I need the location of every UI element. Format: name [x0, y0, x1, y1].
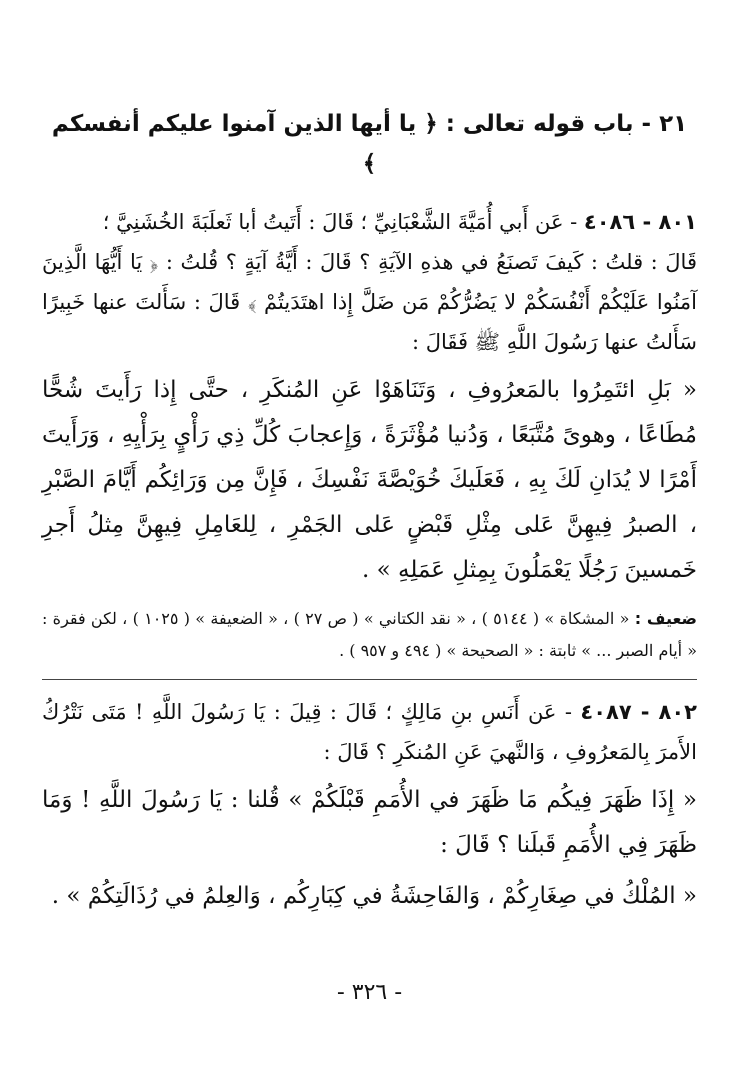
hadith-801-grading	[42, 603, 697, 667]
hadith-802-intro	[42, 692, 697, 772]
grade-text: « المشكاة » ( ٥١٤٤ ) ، « نقد الكتاني » ( ص ٢٧ ) ، « الضعيفة » ( ١٠٢٥ ) ، لكن فقرة : « أيام الصبر ... » ثابتة : « الصحيحة » ( ٤٩٤ و ٩٥٧ ) .	[42, 609, 697, 660]
hadith-802-number: ٨٠٢ - ٤٠٨٧	[580, 700, 697, 724]
page-number: - ٣٢٦ -	[336, 980, 403, 1005]
hadith-802-intro-text: - عَن أَنَسِ بنِ مَالِكٍ ؛ قَالَ : قِيلَ : يَا رَسُولَ اللَّهِ ! مَتَى نَتْرُكُ الأَمرَ بِالمَعرُوفِ ، وَالنَّهيَ عَنِ المُنكَرِ ؟ قَالَ :	[42, 700, 697, 764]
hadith-802-quote-1: « إِذَا ظَهَرَ فِيكُم مَا ظَهَرَ في الأُمَمِ قَبْلَكُمْ » قُلنا : يَا رَسُولَ اللَّهِ ! وَمَا ظَهَرَ فِي الأُمَمِ قَبلَنا ؟ قَالَ :	[42, 787, 697, 858]
chapter-title: ٢١ - باب قوله تعالى : ﴿ يا أيها الذين آمنوا عليكم أنفسكم ﴾	[51, 111, 688, 177]
grade-label: ضعيف :	[634, 609, 698, 628]
hadith-801-number: ٨٠١ - ٤٠٨٦	[583, 210, 697, 234]
hadith-801-intro-text: - عَن أَبي أُمَيَّةَ الشَّعْبَانِيِّ ؛ قَالَ : أَتَيتُ أبا ثَعلَبَةَ الخُشَنِيَّ ؛ قَالَ : قلتُ : كَيفَ تَصنَعُ في هذهِ الآيَةِ ؟ قَالَ : أَيَّةُ آيَةٍ ؟ قُلتُ : ﴿ يَا أَيُّهَا الَّذِينَ آمَنُوا عَلَيْكُمْ أَنْفُسَكُمْ لا يَضُرُّكُمْ مَن ضَلَّ إِذا اهتَدَيتُمْ ﴾ قَالَ : سَأَلتَ عنها خَبِيرًا سَأَلتُ عنها رَسُولَ اللَّهِ ﷺ فَقَالَ :	[42, 210, 697, 354]
divider	[42, 679, 697, 680]
hadith-802	[42, 692, 697, 919]
hadith-801-intro	[42, 202, 697, 362]
hadith-802-quote-2: « المُلْكُ في صِغَارِكُمْ ، وَالفَاحِشَةُ في كِبَارِكُم ، وَالعِلمُ في رُذَالَتِكُمْ » .	[51, 883, 697, 909]
hadith-801	[42, 202, 697, 667]
hadith-801-quote: « بَلِ ائتَمِرُوا بالمَعرُوفِ ، وَتَنَاهَوْا عَنِ المُنكَرِ ، حتَّى إِذا رَأَيتَ شُحًّا مُطَاعًا ، وهوىً مُتَّبَعًا ، وَدُنيا مُؤْثَرَةً ، وَإِعجابَ كُلِّ ذِي رَأْيٍ بِرَأْيِهِ ، وَرَأَيتَ أَمْرًا لا يُدَانِ لَكَ بِهِ ، فَعَلَيكَ خُوَيْصَّةَ نَفْسِكَ ، فَإِنَّ مِن وَرَائِكُم أَيَّامَ الصَّبْرِ ، الصبرُ فِيهِنَّ عَلى مِثْلِ قَبْضٍ عَلى الجَمْرِ ، لِلعَامِلِ فِيهِنَّ مِثلُ أَجرِ خَمسينَ رَجُلًا يَعْمَلُونَ بِمِثلِ عَمَلِهِ » .	[42, 377, 697, 583]
